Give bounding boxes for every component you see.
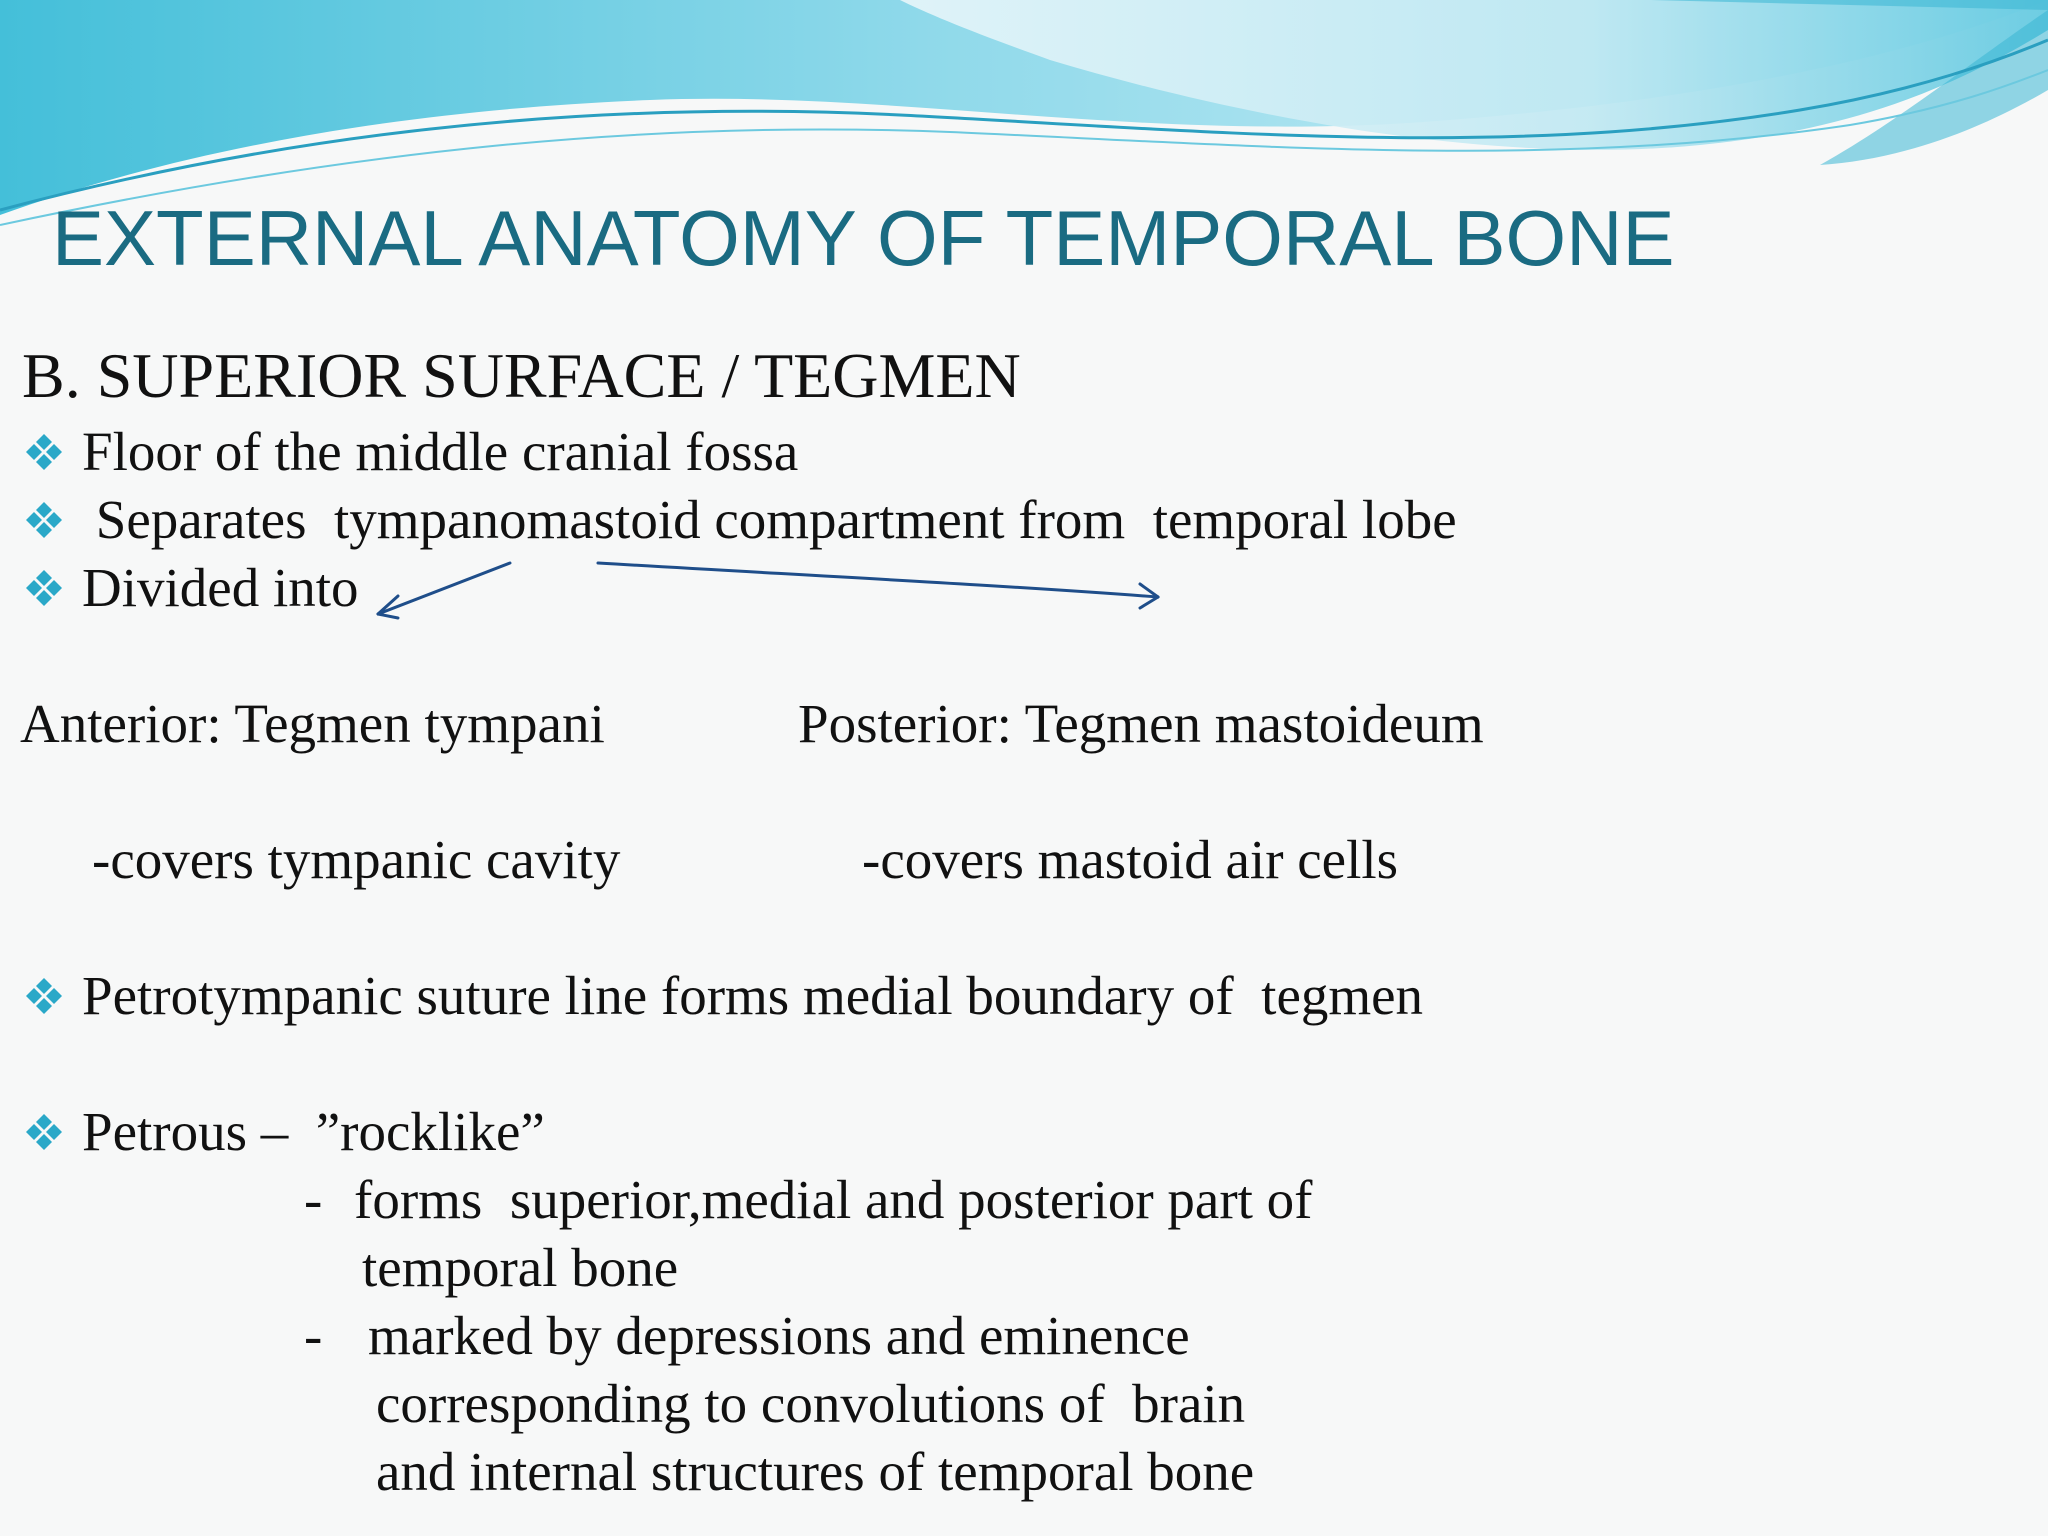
petrous-dash-2: - [304, 1305, 323, 1366]
posterior-division-note: -covers mastoid air cells [862, 829, 1399, 890]
section-heading: B. SUPERIOR SURFACE / TEGMEN [22, 340, 1021, 411]
posterior-division-label: Posterior: Tegmen mastoideum [798, 693, 1484, 754]
petrous-detail-2b: corresponding to convolutions of brain [376, 1373, 1246, 1434]
bullet-text-separates: Separates tympanomastoid compartment from temporal lobe [82, 489, 1457, 550]
anterior-division-note: -covers tympanic cavity [92, 829, 621, 890]
petrous-dash-1: - [304, 1169, 323, 1230]
four-diamond-bullet-icon [24, 432, 64, 472]
four-diamond-bullet-icon [24, 1112, 64, 1152]
bullet-text-divided: Divided into [82, 557, 359, 618]
slide-title: EXTERNAL ANATOMY OF TEMPORAL BONE [52, 194, 1675, 282]
bullet-text-floor: Floor of the middle cranial fossa [82, 421, 799, 482]
four-diamond-bullet-icon [24, 568, 64, 608]
petrous-detail-2c: and internal structures of temporal bone [376, 1441, 1255, 1502]
bullet-text-petrous: Petrous – ”rocklike” [82, 1101, 545, 1162]
four-diamond-bullet-icon [24, 976, 64, 1016]
anterior-division-label: Anterior: Tegmen tympani [20, 693, 605, 754]
petrous-detail-1b: temporal bone [362, 1237, 679, 1298]
bullet-text-petrotympanic: Petrotympanic suture line forms medial boundary of tegmen [82, 965, 1424, 1026]
petrous-detail-1a: forms superior,medial and posterior part of [354, 1169, 1313, 1230]
petrous-detail-2a: marked by depressions and eminence [368, 1305, 1190, 1366]
four-diamond-bullet-icon [24, 500, 64, 540]
